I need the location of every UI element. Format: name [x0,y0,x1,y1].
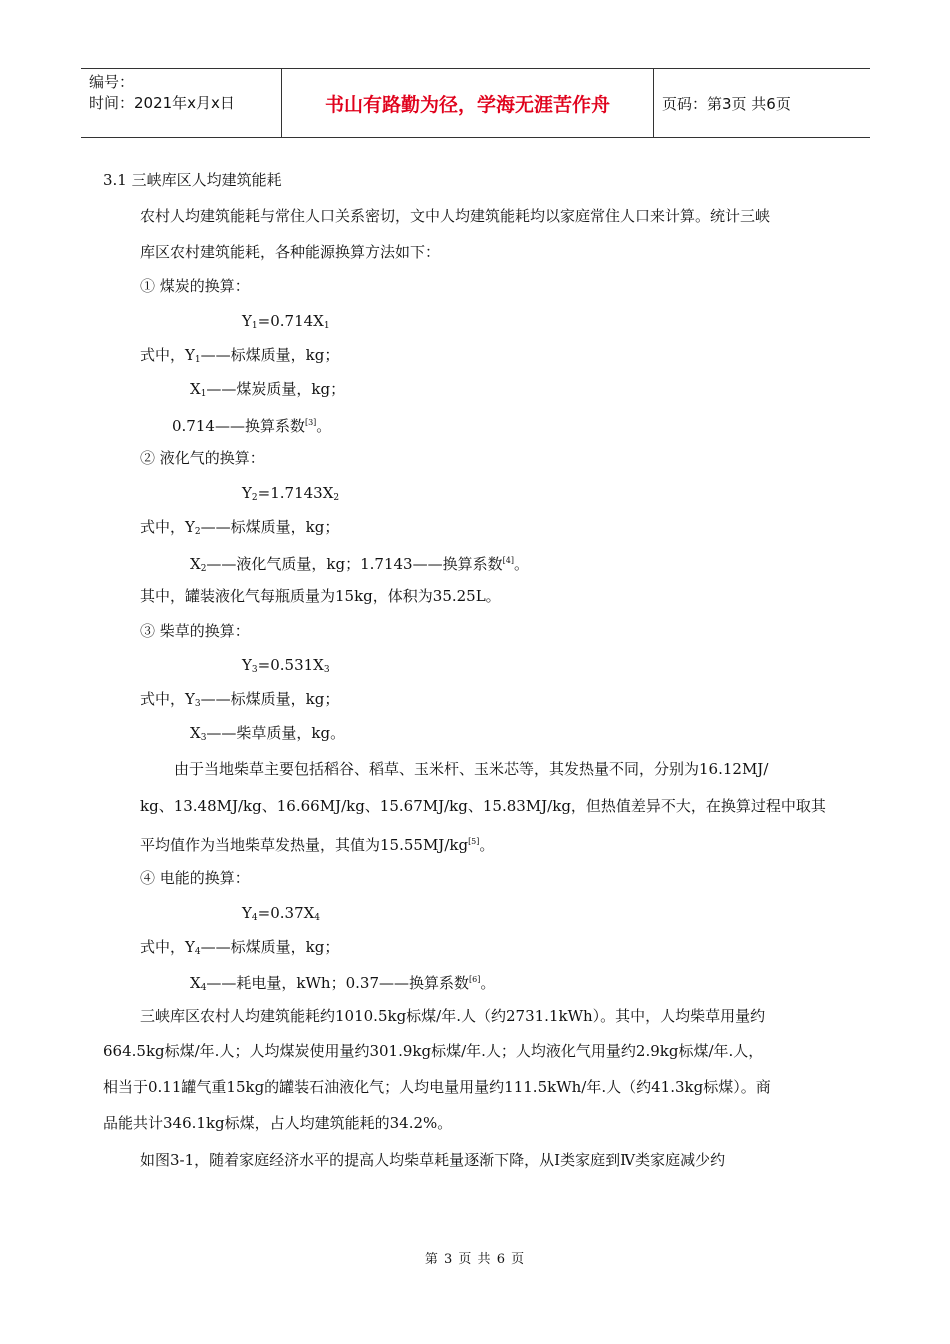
summary-line-1 [140,1006,848,1026]
text-run: ——标煤质量，kg； [200,346,340,364]
text-run: kg、13.48MJ/kg、16.66MJ/kg、15.67MJ/kg、15.83MJ/kg，但热值差异不大，在换算过程中取其 [140,797,826,815]
subscript: 3 [194,699,201,709]
straw-def-x [190,723,345,748]
coal-def-x [190,379,345,404]
text-run: ——标煤质量，kg； [200,690,340,708]
header-page-code: 页码：第3页 共6页 [662,94,791,113]
straw-formula [242,655,330,680]
text-run: 。 [479,836,495,854]
subscript: 4 [194,947,201,957]
text-run: =0.531X [257,656,324,674]
straw-para-line-3 [140,832,494,855]
text-run: X [190,974,201,992]
lpg-note: 其中，罐装液化气每瓶质量为15kg，体积为35.25L。 [140,587,501,605]
text-run: 。 [480,974,496,992]
text-run: 式中，Y [140,518,195,536]
straw-def-y [140,689,339,714]
text-run: =1.7143X [257,484,334,502]
electric-def-y [140,937,339,962]
coal-formula [242,311,330,336]
text-run: ——柴草质量，kg。 [206,724,346,742]
header-time: 时间：2021年x月x日 [89,94,235,112]
subscript: 2 [200,564,207,574]
text-run: ——耗电量，kWh；0.37——换算系数 [206,974,469,992]
text-run: =0.37X [257,904,315,922]
figure-reference-line [140,1150,848,1170]
electric-formula [242,903,320,928]
text-run: 。 [513,555,529,573]
header-meta [81,69,281,137]
coal-def-y [140,345,339,370]
coal-coefficient [172,413,331,436]
subscript: 3 [323,665,330,675]
lpg-ref: [4] [502,556,514,565]
text-run: ——标煤质量，kg； [200,938,340,956]
summary-line-4: 品能共计346.1kg标煤，占人均建筑能耗的34.2%。 [103,1114,453,1132]
text-run: 式中，Y [140,690,195,708]
text-run: 相当于0.11罐气重15kg的罐装石油液化气；人均电量用量约111.5kWh/年.人（约41.3kg标煤）。商 [103,1078,771,1096]
electric-heading: ④ 电能的换算： [140,869,250,887]
text-run: X [190,724,201,742]
text-run: ——标煤质量，kg； [200,518,340,536]
text-run: 三峡库区农村人均建筑能耗约1010.5kg标煤/年.人（约2731.1kWh）。其中，人均柴草用量约 [140,1007,766,1025]
lpg-def-y [140,517,339,542]
text-run: 如图3-1，随着家庭经济水平的提高人均柴草耗量逐渐下降，从Ⅰ类家庭到Ⅳ类家庭减少约 [140,1151,726,1169]
intro-line-1 [140,206,848,226]
subscript: 4 [200,983,207,993]
subscript: 3 [200,733,207,743]
subscript: 1 [251,321,258,331]
text-run: 平均值作为当地柴草发热量，其值为15.55MJ/kg [140,836,469,854]
text-run: 式中，Y [140,346,195,364]
summary-line-3 [103,1077,848,1097]
lpg-def-x [190,551,529,579]
text-run: 0.714——换算系数 [172,417,305,435]
text-run: X [190,555,201,573]
text-run: ——煤炭质量，kg； [206,380,346,398]
coal-heading: ① 煤炭的换算： [140,277,250,295]
summary-line-2 [103,1041,848,1061]
electric-ref: [6] [469,975,481,984]
text-run: Y [242,312,252,330]
text-run: Y [242,656,252,674]
straw-heading: ③ 柴草的换算： [140,622,250,640]
header-number-label: 编号： [89,73,135,91]
lpg-heading: ② 液化气的换算： [140,449,265,467]
text-run: 农村人均建筑能耗与常住人口关系密切，文中人均建筑能耗均以家庭常住人口来计算。统计三峡 [140,207,771,225]
subscript: 4 [251,913,258,923]
subscript: 1 [200,389,207,399]
text-run: 。 [316,417,332,435]
electric-def-x [190,970,495,998]
lpg-formula [242,483,339,508]
text-run: 664.5kg标煤/年.人；人均煤炭使用量约301.9kg标煤/年.人；人均液化气用量约2.9kg标煤/年.人， [103,1042,764,1060]
text-run: ——液化气质量，kg；1.7143——换算系数 [206,555,503,573]
text-run: =0.714X [257,312,324,330]
subscript: 3 [251,665,258,675]
intro-line-2: 库区农村建筑能耗，各种能源换算方法如下： [140,243,441,261]
subscript: 2 [251,493,258,503]
text-run: X [190,380,201,398]
coal-ref: [3] [304,418,317,427]
text-run: 由于当地柴草主要包括稻谷、稻草、玉米杆、玉米芯等，其发热量不同，分别为16.12MJ/ [174,760,769,778]
subscript: 1 [323,321,330,331]
text-run: 式中，Y [140,938,195,956]
straw-ref: [5] [468,837,480,846]
page-footer: 第 3 页 共 6 页 [424,1252,526,1267]
header-motto: 书山有路勤为径，学海无涯苦作舟 [281,69,654,137]
subscript: 4 [314,913,321,923]
subscript: 1 [194,355,201,365]
straw-para-line-2 [140,796,848,816]
subscript: 2 [333,493,340,503]
text-run: Y [242,904,252,922]
page-header [81,68,870,138]
straw-para-line-1 [174,759,848,779]
section-title: 3.1 三峡库区人均建筑能耗 [103,171,282,189]
text-run: Y [242,484,252,502]
subscript: 2 [194,527,201,537]
